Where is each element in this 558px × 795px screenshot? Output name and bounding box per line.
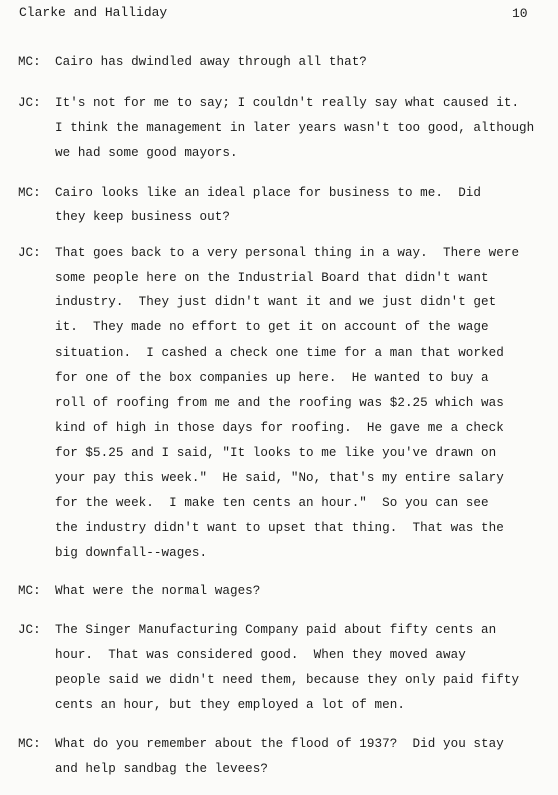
transcript-line: industry. They just didn't want it and we just didn't get — [55, 295, 497, 309]
speaker-label: MC: — [18, 55, 41, 69]
speaker-label: JC: — [18, 246, 41, 260]
transcript-line: I think the management in later years wasn't too good, although — [55, 121, 535, 135]
speaker-label: MC: — [18, 186, 41, 200]
speaker-label: MC: — [18, 737, 41, 751]
transcript-line: The Singer Manufacturing Company paid about fifty cents an — [55, 623, 497, 637]
transcript-line: some people here on the Industrial Board that didn't want — [55, 271, 489, 285]
transcript-line: your pay this week." He said, "No, that's my entire salary — [55, 471, 504, 485]
transcript-line: people said we didn't need them, because they only paid fifty — [55, 673, 520, 687]
speaker-label: MC: — [18, 584, 41, 598]
transcript-line: the industry didn't want to upset that thing. That was the — [55, 521, 504, 535]
transcript-line: Cairo has dwindled away through all that? — [55, 55, 367, 69]
transcript-line: It's not for me to say; I couldn't really say what caused it. — [55, 96, 520, 110]
transcript-line: big downfall--wages. — [55, 546, 208, 560]
transcript-line: and help sandbag the levees? — [55, 762, 269, 776]
transcript-line: for the week. I make ten cents an hour." So you can see — [55, 496, 489, 510]
transcript-line: they keep business out? — [55, 210, 230, 224]
transcript-line: hour. That was considered good. When they moved away — [55, 648, 466, 662]
transcript-line: cents an hour, but they employed a lot of men. — [55, 698, 405, 712]
transcript-line: roll of roofing from me and the roofing was $2.25 which was — [55, 396, 504, 410]
transcript-line: it. They made no effort to get it on account of the wage — [55, 320, 489, 334]
transcript-line: Cairo looks like an ideal place for business to me. Did — [55, 186, 482, 200]
transcript-line: What do you remember about the flood of 1937? Did you stay — [55, 737, 504, 751]
page-number: 10 — [512, 6, 528, 21]
transcript-line: What were the normal wages? — [55, 584, 261, 598]
transcript-line: we had some good mayors. — [55, 146, 238, 160]
header-names: Clarke and Halliday — [19, 5, 168, 20]
transcript-line: situation. I cashed a check one time for a man that worked — [55, 346, 504, 360]
speaker-label: JC: — [18, 623, 41, 637]
transcript-line: for $5.25 and I said, "It looks to me like you've drawn on — [55, 446, 497, 460]
transcript-line: kind of high in those days for roofing. He gave me a check — [55, 421, 504, 435]
transcript-line: for one of the box companies up here. He wanted to buy a — [55, 371, 489, 385]
speaker-label: JC: — [18, 96, 41, 110]
transcript-line: That goes back to a very personal thing in a way. There were — [55, 246, 520, 260]
